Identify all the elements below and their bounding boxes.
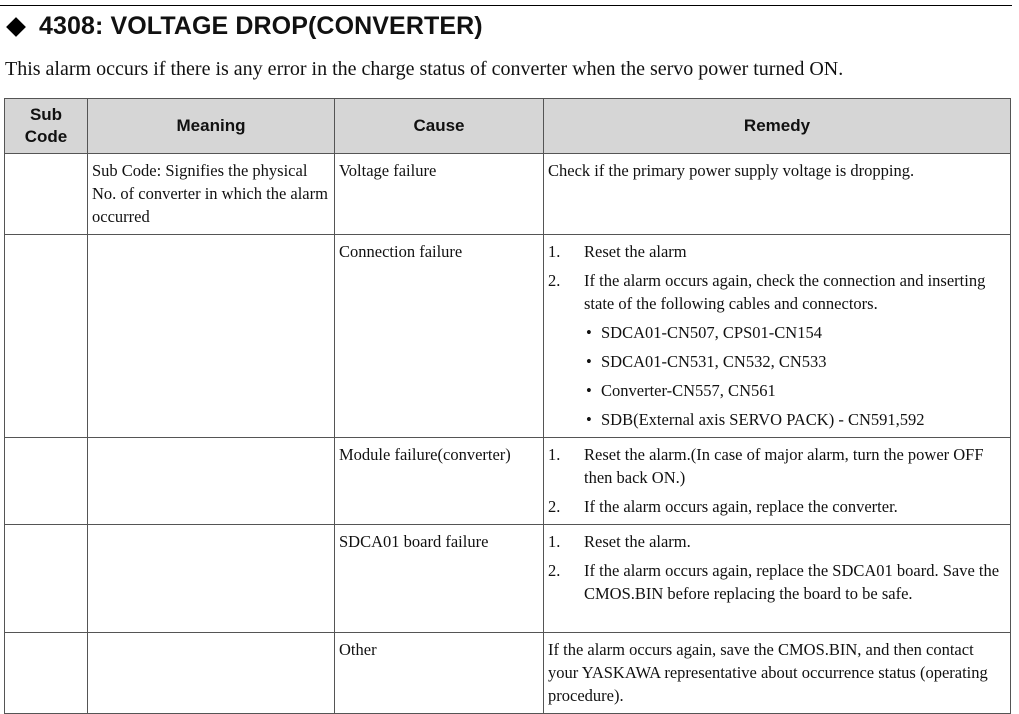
step-number: 1.	[548, 532, 561, 551]
cell-cause: Voltage failure	[335, 154, 544, 235]
header-meaning: Meaning	[88, 99, 335, 154]
alarm-table	[4, 98, 1011, 714]
header-sub-code: Sub Code	[5, 99, 88, 154]
alarm-title	[5, 12, 483, 41]
remedy-step	[548, 559, 1006, 605]
step-number: 2.	[548, 497, 561, 516]
connector-text: SDCA01-CN507, CPS01-CN154	[601, 323, 822, 342]
cell-sub-code	[5, 154, 88, 235]
cell-remedy: If the alarm occurs again, save the CMOS.BIN, and then contact your YASKAWA representative about occurrence status (operating procedure).	[544, 633, 1011, 714]
table-row	[5, 438, 1011, 525]
cell-sub-code	[5, 525, 88, 633]
step-body	[584, 269, 1006, 431]
connector-text: SDB(External axis SERVO PACK) - CN591,592	[601, 410, 925, 429]
connector-text: Converter-CN557, CN561	[601, 381, 776, 400]
cell-meaning: Sub Code: Signifies the physical No. of converter in which the alarm occurred	[88, 154, 335, 235]
step-number: 1.	[548, 445, 561, 464]
connector-list	[584, 321, 1006, 431]
cell-cause: Connection failure	[335, 235, 544, 438]
cell-sub-code	[5, 438, 88, 525]
remedy-steps	[548, 530, 1006, 605]
step-text: Reset the alarm.(In case of major alarm, turn the power OFF then back ON.)	[584, 445, 984, 487]
remedy-step	[548, 495, 1006, 518]
remedy-steps	[548, 240, 1006, 431]
table-header-row	[5, 99, 1011, 154]
connector-item	[586, 408, 1006, 431]
cell-sub-code	[5, 633, 88, 714]
connector-item	[586, 350, 1006, 373]
alarm-table-body	[5, 154, 1011, 714]
title-rule	[0, 5, 1012, 6]
cell-remedy	[544, 438, 1011, 525]
connector-text: SDCA01-CN531, CN532, CN533	[601, 352, 827, 371]
cell-sub-code	[5, 235, 88, 438]
table-row	[5, 235, 1011, 438]
step-number: 2.	[548, 271, 561, 290]
table-row	[5, 633, 1011, 714]
step-body	[584, 495, 1006, 518]
cell-cause: Module failure(converter)	[335, 438, 544, 525]
cell-remedy: Check if the primary power supply voltage is dropping.	[544, 154, 1011, 235]
remedy-step	[548, 269, 1006, 431]
step-number: 1.	[548, 242, 561, 261]
connector-item	[586, 321, 1006, 344]
diamond-bullet-icon	[6, 17, 26, 37]
header-cause: Cause	[335, 99, 544, 154]
remedy-step	[548, 530, 1006, 553]
cell-meaning	[88, 525, 335, 633]
bullet-icon: •	[586, 352, 592, 371]
step-text: Reset the alarm	[584, 242, 687, 261]
cell-remedy	[544, 525, 1011, 633]
step-text: If the alarm occurs again, replace the SDCA01 board. Save the CMOS.BIN before replacing the board to be safe.	[584, 561, 1000, 603]
table-row	[5, 154, 1011, 235]
cell-meaning	[88, 235, 335, 438]
step-body	[584, 530, 1006, 553]
bullet-icon: •	[586, 323, 592, 342]
cell-meaning	[88, 438, 335, 525]
connector-item	[586, 379, 1006, 402]
cell-cause: Other	[335, 633, 544, 714]
step-text: If the alarm occurs again, check the connection and inserting state of the following cables and connectors.	[584, 271, 986, 313]
remedy-steps	[548, 443, 1006, 518]
step-text: Reset the alarm.	[584, 532, 691, 551]
table-row	[5, 525, 1011, 633]
step-body	[584, 240, 1006, 263]
step-number: 2.	[548, 561, 561, 580]
remedy-step	[548, 240, 1006, 263]
cell-meaning	[88, 633, 335, 714]
step-body	[584, 559, 1006, 605]
remedy-step	[548, 443, 1006, 489]
alarm-title-text: 4308: VOLTAGE DROP(CONVERTER)	[39, 12, 483, 40]
header-remedy: Remedy	[544, 99, 1011, 154]
bullet-icon: •	[586, 410, 592, 429]
cell-cause: SDCA01 board failure	[335, 525, 544, 633]
step-text: If the alarm occurs again, replace the converter.	[584, 497, 898, 516]
cell-remedy	[544, 235, 1011, 438]
step-body	[584, 443, 1006, 489]
bullet-icon: •	[586, 381, 592, 400]
alarm-description: This alarm occurs if there is any error in the charge status of converter when the servo power turned ON.	[5, 58, 844, 80]
